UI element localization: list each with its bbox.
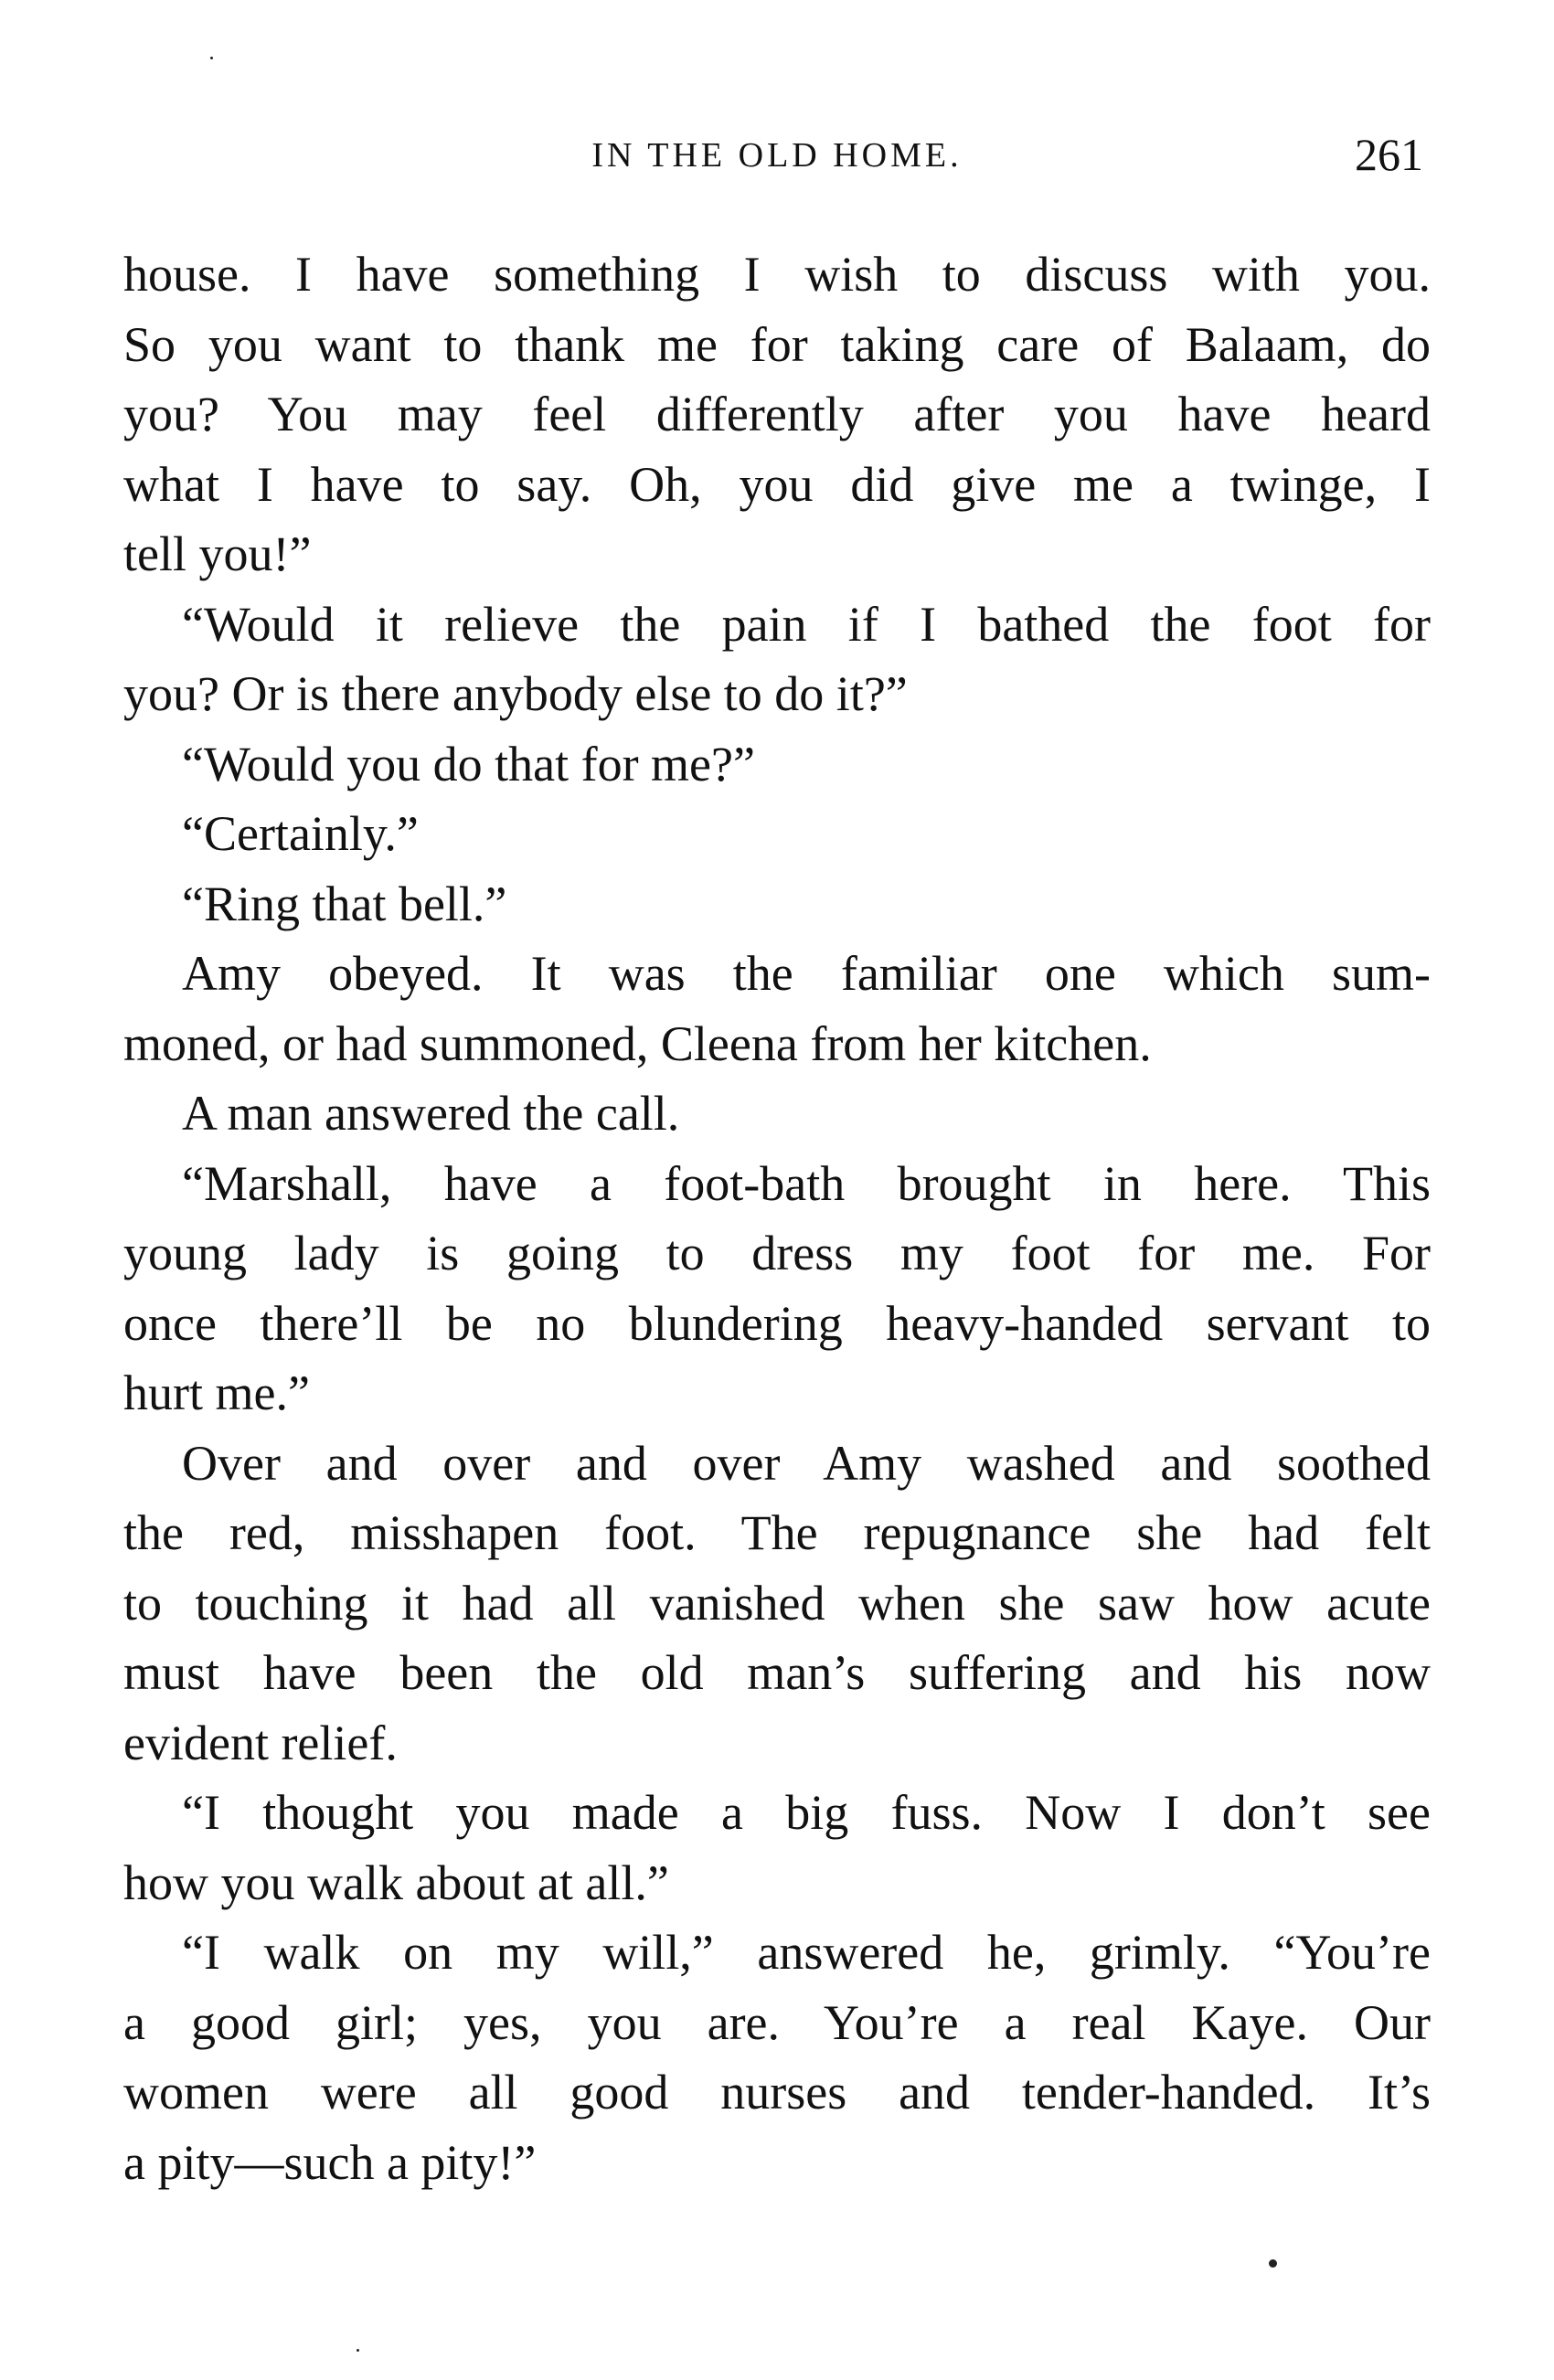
text-line: you? Or is there anybody else to do it?” [123, 666, 908, 721]
ink-speck [210, 57, 213, 59]
running-head [123, 128, 1431, 183]
text-line: Amy obeyed. It was the familiar one which sum- [182, 946, 1431, 1001]
text-line: tell you!” [123, 526, 312, 581]
text-line: evident relief. [123, 1715, 398, 1770]
text-line: you? You may feel differently after you have heard [123, 387, 1431, 441]
running-title: IN THE OLD HOME. [591, 136, 963, 175]
text-line: A man answered the call. [182, 1086, 680, 1141]
text-line: So you want to thank me for taking care of Balaam, do [123, 316, 1431, 372]
text-line: “I thought you made a big fuss. Now I don’t see [182, 1785, 1431, 1840]
text-line: “Certainly.” [182, 806, 419, 861]
text-line: moned, or had summoned, Cleena from her kitchen. [123, 1015, 1152, 1071]
text-line: how you walk about at all.” [123, 1854, 669, 1910]
text-line: “Would you do that for me?” [182, 736, 755, 792]
text-line: once there’ll be no blundering heavy-handed servant to [123, 1295, 1431, 1351]
text-line: what I have to say. Oh, you did give me a twinge, I [123, 456, 1431, 512]
text-line: “I walk on my will,” answered he, grimly. “You’re [182, 1925, 1431, 1980]
text-line: “Ring that bell.” [182, 876, 507, 931]
body-text [123, 239, 1431, 2197]
text-line: Over and over and over Amy washed and soothed [182, 1435, 1431, 1491]
text-line: “Marshall, have a foot-bath brought in here. This [182, 1155, 1431, 1211]
text-line: to touching it had all vanished when she saw how acute [123, 1575, 1431, 1631]
text-line: must have been the old man’s suffering and his now [123, 1645, 1431, 1700]
text-line: “Would it relieve the pain if I bathed the foot for [182, 596, 1431, 652]
ink-speck [1269, 2259, 1277, 2268]
text-line: young lady is going to dress my foot for me. For [123, 1226, 1431, 1280]
text-line: a pity—such a pity!” [123, 2134, 537, 2190]
text-line: women were all good nurses and tender-handed. It’s [123, 2065, 1431, 2120]
text-line: house. I have something I wish to discuss with you. [123, 247, 1431, 302]
ink-speck [357, 2349, 359, 2352]
text-line: hurt me.” [123, 1365, 310, 1420]
page-number: 261 [1355, 129, 1423, 180]
text-line: the red, misshapen foot. The repugnance she had felt [123, 1505, 1431, 1560]
text-line: a good girl; yes, you are. You’re a real Kaye. Our [123, 1994, 1431, 2050]
